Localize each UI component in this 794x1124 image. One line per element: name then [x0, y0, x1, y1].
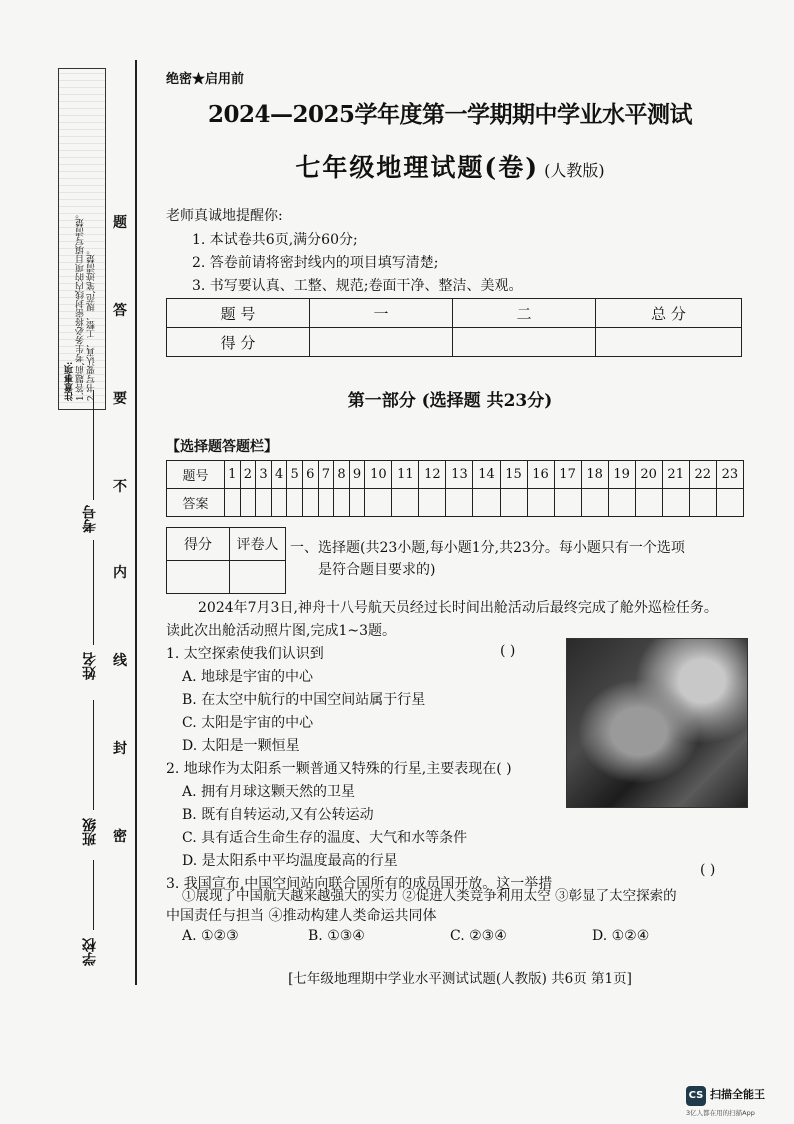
q3-option-d: D. ①②④ — [592, 928, 650, 944]
answer-number: 12 — [419, 461, 446, 489]
answer-cell[interactable] — [256, 489, 272, 517]
section1-instruction-1: 一、选择题(共23小题,每小题1分,共23分。每小题只有一个选项 — [290, 540, 685, 556]
score-header-question: 题 号 — [167, 299, 310, 328]
reminder-item-1: 1. 本试卷共6页,满分60分; — [192, 232, 358, 248]
q3-option-c: C. ②③④ — [450, 928, 507, 944]
score-header-total: 总 分 — [596, 299, 742, 328]
notice-title: 注意事项: — [65, 361, 75, 401]
passage-line-2: 读此次出舱活动照片图,完成1~3题。 — [166, 623, 396, 639]
reminder-heading: 老师真诚地提醒你: — [166, 208, 283, 224]
answer-number: 3 — [256, 461, 272, 489]
school-field[interactable] — [93, 860, 94, 930]
q1-option-c: C. 太阳是宇宙的中心 — [182, 715, 314, 731]
subject-title — [140, 148, 760, 184]
answer-number: 23 — [716, 461, 743, 489]
subject-title-main: 七年级地理试题(卷) — [295, 153, 540, 182]
answer-number: 10 — [365, 461, 392, 489]
q1-stem: 1. 太空探索使我们认识到 — [166, 646, 324, 662]
reminder-item-3: 3. 书写要认真、工整、规范;卷面干净、整洁、美观。 — [192, 278, 523, 294]
answer-cell[interactable] — [271, 489, 287, 517]
answer-number: 2 — [240, 461, 256, 489]
answer-number: 18 — [581, 461, 608, 489]
answer-number: 13 — [446, 461, 473, 489]
answer-number-row — [167, 461, 744, 489]
answer-number: 15 — [500, 461, 527, 489]
grader-name-label: 评卷人 — [230, 528, 286, 561]
q3-option-a: A. ①②③ — [182, 928, 239, 944]
reminder-item-2: 2. 答卷前请将密封线内的项目填写清楚; — [192, 255, 439, 271]
answer-cell[interactable] — [527, 489, 554, 517]
answer-cell[interactable] — [365, 489, 392, 517]
q1-option-d: D. 太阳是一颗恒星 — [182, 738, 300, 754]
answer-number: 14 — [473, 461, 500, 489]
answer-cell[interactable] — [554, 489, 581, 517]
answer-number: 17 — [554, 461, 581, 489]
answer-number: 9 — [349, 461, 365, 489]
grader-box — [166, 527, 286, 594]
scanner-tagline: 3亿人都在用的扫描App — [686, 1109, 755, 1117]
name-label: 姓名 — [82, 652, 98, 680]
class-field[interactable] — [93, 700, 94, 810]
exam-no-field[interactable] — [93, 390, 94, 500]
notice-box — [58, 68, 106, 410]
seal-char-7: 封 — [113, 741, 127, 757]
answer-number: 1 — [225, 461, 241, 489]
answer-cell[interactable] — [662, 489, 689, 517]
answer-number: 11 — [392, 461, 419, 489]
notice-item-2: 2.书写要认真、工整、规范,笔迹清楚。 — [87, 245, 97, 401]
answer-fill-row — [167, 489, 744, 517]
seal-line — [135, 60, 137, 985]
answer-cell[interactable] — [225, 489, 241, 517]
q3-answer-bracket[interactable]: ( ) — [700, 862, 716, 878]
q1-option-a: A. 地球是宇宙的中心 — [182, 669, 314, 685]
answer-number: 22 — [689, 461, 716, 489]
school-label: 学校 — [82, 938, 98, 966]
class-label: 班级 — [82, 818, 98, 846]
answer-number: 20 — [635, 461, 662, 489]
seal-char-4: 不 — [113, 479, 127, 495]
q1-option-b: B. 在太空中航行的中国空间站属于行星 — [182, 692, 426, 708]
grader-score-label: 得分 — [167, 528, 230, 561]
answer-row-label-answer: 答案 — [167, 489, 225, 517]
seal-char-3: 要 — [113, 391, 127, 407]
score-cell-part1[interactable] — [310, 328, 453, 357]
answer-bar-heading: 【选择题答题栏】 — [166, 439, 278, 455]
q3-option-b: B. ①③④ — [308, 928, 365, 944]
q2-stem: 2. 地球作为太阳系一颗普通又特殊的行星,主要表现在( ) — [166, 761, 512, 777]
answer-cell[interactable] — [349, 489, 365, 517]
answer-cell[interactable] — [581, 489, 608, 517]
q3-stem: 3. 我国宣布,中国空间站向联合国所有的成员国开放。这一举措 — [166, 876, 553, 892]
answer-cell[interactable] — [716, 489, 743, 517]
q2-option-d: D. 是太阳系中平均温度最高的行星 — [182, 853, 398, 869]
confidential-mark: 绝密★启用前 — [166, 72, 245, 87]
q3-statements-2: 中国责任与担当 ④推动构建人类命运共同体 — [166, 908, 437, 924]
seal-char-5: 内 — [113, 565, 127, 581]
answer-table — [166, 460, 744, 517]
grader-score-cell[interactable] — [167, 561, 230, 594]
section1-instruction-2: 是符合题目要求的) — [318, 562, 436, 578]
answer-cell[interactable] — [608, 489, 635, 517]
score-header-part2: 二 — [453, 299, 596, 328]
passage-line-1: 2024年7月3日,神舟十八号航天员经过长时间出舱活动后最终完成了舱外巡检任务。 — [198, 600, 718, 616]
answer-number: 5 — [287, 461, 303, 489]
part1-title: 第一部分 (选择题 共23分) — [347, 391, 553, 411]
scanner-logo: CS — [686, 1086, 706, 1106]
answer-cell[interactable] — [392, 489, 419, 517]
answer-cell[interactable] — [689, 489, 716, 517]
q2-option-a: A. 拥有月球这颗天然的卫星 — [182, 784, 356, 800]
score-cell-part2[interactable] — [453, 328, 596, 357]
answer-number: 19 — [608, 461, 635, 489]
answer-cell[interactable] — [240, 489, 256, 517]
answer-cell[interactable] — [446, 489, 473, 517]
seal-char-2: 答 — [113, 303, 127, 319]
name-field[interactable] — [93, 540, 94, 645]
answer-number: 6 — [302, 461, 318, 489]
answer-cell[interactable] — [302, 489, 318, 517]
answer-cell[interactable] — [635, 489, 662, 517]
scanner-brand: 扫描全能王 — [710, 1088, 765, 1101]
q2-option-c: C. 具有适合生命生存的温度、大气和水等条件 — [182, 830, 468, 846]
answer-number: 4 — [271, 461, 287, 489]
score-cell-total[interactable] — [596, 328, 742, 357]
score-table — [166, 298, 742, 357]
answer-cell[interactable] — [473, 489, 500, 517]
answer-row-label-number: 题号 — [167, 461, 225, 489]
exam-title: 2024—2025学年度第一学期期中学业水平测试 — [207, 101, 693, 128]
seal-char-6: 线 — [113, 653, 127, 669]
page-footer: [七年级地理期中学业水平测试试题(人教版) 共6页 第1页] — [288, 971, 632, 987]
answer-number: 8 — [334, 461, 350, 489]
q2-option-b: B. 既有自转运动,又有公转运动 — [182, 807, 374, 823]
answer-number: 7 — [318, 461, 334, 489]
spacewalk-photo — [566, 638, 748, 808]
answer-cell[interactable] — [318, 489, 334, 517]
seal-char-8: 密 — [113, 829, 127, 845]
answer-cell[interactable] — [334, 489, 350, 517]
answer-number: 21 — [662, 461, 689, 489]
grader-name-cell[interactable] — [230, 561, 286, 594]
score-row-label: 得 分 — [167, 328, 310, 357]
seal-char-1: 题 — [113, 215, 127, 231]
q3-statements-1: ①展现了中国航天越来越强大的实力 ②促进人类竞争利用太空 ③彰显了太空探索的 — [182, 888, 677, 904]
edition-label: (人教版) — [544, 161, 605, 180]
answer-number: 16 — [527, 461, 554, 489]
exam-no-label: 考号 — [82, 505, 98, 533]
q1-answer-bracket[interactable]: ( ) — [500, 643, 516, 659]
answer-cell[interactable] — [419, 489, 446, 517]
score-header-part1: 一 — [310, 299, 453, 328]
answer-cell[interactable] — [287, 489, 303, 517]
answer-cell[interactable] — [500, 489, 527, 517]
notice-item-1: 1.答题前,考生务必将密封线内的项目填写清楚。 — [76, 209, 86, 401]
notice-text — [65, 77, 98, 401]
